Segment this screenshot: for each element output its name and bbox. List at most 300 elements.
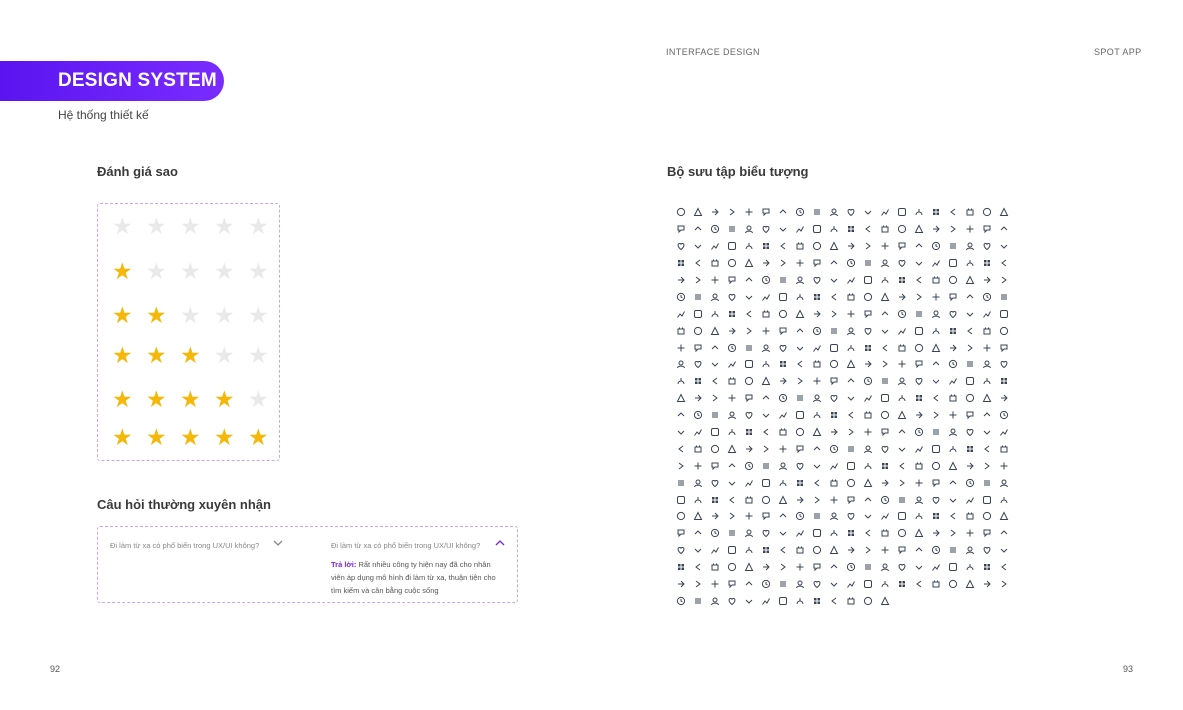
collection-icon bbox=[774, 542, 791, 559]
collection-icon bbox=[910, 255, 927, 272]
collection-icon bbox=[825, 204, 842, 221]
star-rating-panel bbox=[97, 203, 280, 461]
collection-icon bbox=[893, 322, 910, 339]
collection-icon bbox=[978, 491, 995, 508]
collection-icon bbox=[825, 457, 842, 474]
collection-icon bbox=[774, 339, 791, 356]
collection-icon bbox=[723, 390, 740, 407]
collection-icon bbox=[859, 576, 876, 593]
collection-icon bbox=[672, 424, 689, 441]
collection-icon bbox=[893, 440, 910, 457]
star-rating-row-5[interactable] bbox=[112, 426, 282, 449]
collection-icon bbox=[859, 322, 876, 339]
collection-icon bbox=[723, 440, 740, 457]
collection-icon bbox=[995, 356, 1012, 373]
collection-icon bbox=[740, 508, 757, 525]
collection-icon bbox=[842, 576, 859, 593]
collection-icon bbox=[927, 288, 944, 305]
collection-icon bbox=[689, 457, 706, 474]
collection-icon bbox=[825, 272, 842, 289]
collection-icon bbox=[944, 322, 961, 339]
faq-question-collapsed: Đi làm từ xa có phổ biến trong UX/UI không? bbox=[110, 541, 260, 550]
collection-icon bbox=[859, 457, 876, 474]
collection-icon bbox=[808, 559, 825, 576]
collection-icon bbox=[791, 238, 808, 255]
collection-icon bbox=[859, 238, 876, 255]
collection-icon bbox=[672, 322, 689, 339]
collection-icon bbox=[808, 288, 825, 305]
collection-icon bbox=[995, 440, 1012, 457]
collection-icon bbox=[978, 390, 995, 407]
icon-collection-title: Bộ sưu tập biểu tượng bbox=[667, 164, 809, 179]
collection-icon bbox=[842, 474, 859, 491]
collection-icon bbox=[944, 238, 961, 255]
collection-icon bbox=[825, 356, 842, 373]
collection-icon bbox=[893, 221, 910, 238]
collection-icon bbox=[995, 525, 1012, 542]
design-system-banner bbox=[0, 61, 224, 101]
collection-icon bbox=[961, 255, 978, 272]
collection-icon bbox=[859, 221, 876, 238]
star-filled-icon[interactable]: ★ bbox=[112, 258, 133, 284]
collection-icon bbox=[842, 204, 859, 221]
star-rating-row-1[interactable] bbox=[112, 260, 282, 283]
collection-icon bbox=[723, 508, 740, 525]
collection-icon bbox=[706, 424, 723, 441]
collection-icon bbox=[808, 390, 825, 407]
collection-icon bbox=[978, 221, 995, 238]
collection-icon bbox=[774, 322, 791, 339]
collection-icon bbox=[723, 491, 740, 508]
collection-icon bbox=[791, 339, 808, 356]
star-empty-icon[interactable]: ★ bbox=[112, 213, 133, 239]
collection-icon bbox=[893, 525, 910, 542]
collection-icon bbox=[876, 255, 893, 272]
collection-icon bbox=[791, 356, 808, 373]
star-empty-icon[interactable]: ★ bbox=[180, 302, 201, 328]
collection-icon bbox=[672, 457, 689, 474]
collection-icon bbox=[893, 576, 910, 593]
collection-icon bbox=[842, 356, 859, 373]
collection-icon bbox=[791, 272, 808, 289]
collection-icon bbox=[774, 491, 791, 508]
collection-icon bbox=[995, 339, 1012, 356]
collection-icon bbox=[978, 339, 995, 356]
collection-icon bbox=[774, 508, 791, 525]
star-filled-icon[interactable]: ★ bbox=[146, 342, 167, 368]
collection-icon bbox=[791, 525, 808, 542]
star-filled-icon[interactable]: ★ bbox=[112, 424, 133, 450]
collection-icon bbox=[723, 373, 740, 390]
collection-icon bbox=[944, 356, 961, 373]
collection-icon bbox=[910, 221, 927, 238]
collection-icon bbox=[672, 592, 689, 609]
collection-icon bbox=[927, 390, 944, 407]
collection-icon bbox=[842, 542, 859, 559]
collection-icon bbox=[825, 424, 842, 441]
collection-icon bbox=[723, 474, 740, 491]
collection-icon bbox=[757, 525, 774, 542]
collection-icon bbox=[808, 221, 825, 238]
collection-icon bbox=[978, 255, 995, 272]
collection-icon bbox=[740, 390, 757, 407]
collection-icon bbox=[808, 204, 825, 221]
collection-icon bbox=[689, 559, 706, 576]
collection-icon bbox=[893, 424, 910, 441]
collection-icon bbox=[995, 424, 1012, 441]
collection-icon bbox=[910, 373, 927, 390]
collection-icon bbox=[876, 305, 893, 322]
collection-icon bbox=[757, 576, 774, 593]
collection-icon bbox=[740, 322, 757, 339]
collection-icon bbox=[774, 221, 791, 238]
collection-icon bbox=[740, 457, 757, 474]
star-empty-icon[interactable]: ★ bbox=[180, 258, 201, 284]
star-filled-icon[interactable]: ★ bbox=[112, 386, 133, 412]
collection-icon bbox=[706, 288, 723, 305]
collection-icon bbox=[944, 576, 961, 593]
collection-icon bbox=[978, 407, 995, 424]
collection-icon bbox=[740, 356, 757, 373]
collection-icon bbox=[774, 272, 791, 289]
star-empty-icon[interactable]: ★ bbox=[214, 342, 235, 368]
collection-icon bbox=[791, 474, 808, 491]
collection-icon bbox=[672, 204, 689, 221]
star-rating-row-2[interactable] bbox=[112, 304, 282, 327]
star-filled-icon[interactable]: ★ bbox=[214, 424, 235, 450]
collection-icon bbox=[672, 305, 689, 322]
collection-icon bbox=[757, 559, 774, 576]
star-filled-icon[interactable]: ★ bbox=[112, 302, 133, 328]
collection-icon bbox=[791, 559, 808, 576]
collection-icon bbox=[825, 221, 842, 238]
collection-icon bbox=[706, 322, 723, 339]
collection-icon bbox=[672, 576, 689, 593]
collection-icon bbox=[842, 288, 859, 305]
collection-icon bbox=[774, 356, 791, 373]
collection-icon bbox=[808, 592, 825, 609]
collection-icon bbox=[910, 356, 927, 373]
collection-icon bbox=[672, 356, 689, 373]
collection-icon bbox=[910, 272, 927, 289]
collection-icon bbox=[842, 373, 859, 390]
star-filled-icon[interactable]: ★ bbox=[180, 386, 201, 412]
collection-icon bbox=[927, 576, 944, 593]
star-empty-icon[interactable]: ★ bbox=[248, 258, 269, 284]
collection-icon bbox=[944, 508, 961, 525]
collection-icon bbox=[672, 221, 689, 238]
collection-icon bbox=[791, 592, 808, 609]
collection-icon bbox=[825, 305, 842, 322]
faq-section-title: Câu hỏi thường xuyên nhận bbox=[97, 497, 271, 512]
collection-icon bbox=[927, 373, 944, 390]
collection-icon bbox=[689, 576, 706, 593]
collection-icon bbox=[825, 592, 842, 609]
collection-icon bbox=[723, 424, 740, 441]
star-rating-row-4[interactable] bbox=[112, 388, 282, 411]
collection-icon bbox=[859, 525, 876, 542]
collection-icon bbox=[723, 407, 740, 424]
collection-icon bbox=[876, 322, 893, 339]
collection-icon bbox=[757, 238, 774, 255]
collection-icon bbox=[740, 407, 757, 424]
collection-icon bbox=[927, 407, 944, 424]
collection-icon bbox=[961, 559, 978, 576]
collection-icon bbox=[876, 457, 893, 474]
collection-icon bbox=[757, 508, 774, 525]
collection-icon bbox=[927, 559, 944, 576]
faq-panel bbox=[97, 526, 518, 603]
collection-icon bbox=[842, 305, 859, 322]
star-empty-icon[interactable]: ★ bbox=[248, 302, 269, 328]
chevron-up-icon[interactable] bbox=[495, 539, 505, 549]
collection-icon bbox=[689, 390, 706, 407]
collection-icon bbox=[706, 491, 723, 508]
collection-icon bbox=[723, 542, 740, 559]
collection-icon bbox=[995, 255, 1012, 272]
collection-icon bbox=[842, 255, 859, 272]
collection-icon bbox=[706, 457, 723, 474]
collection-icon bbox=[757, 255, 774, 272]
star-empty-icon[interactable]: ★ bbox=[248, 342, 269, 368]
collection-icon bbox=[927, 542, 944, 559]
collection-icon bbox=[893, 457, 910, 474]
collection-icon bbox=[825, 491, 842, 508]
collection-icon bbox=[706, 373, 723, 390]
collection-icon bbox=[995, 204, 1012, 221]
star-filled-icon[interactable]: ★ bbox=[248, 424, 269, 450]
collection-icon bbox=[808, 322, 825, 339]
collection-icon bbox=[893, 339, 910, 356]
collection-icon bbox=[876, 440, 893, 457]
collection-icon bbox=[706, 305, 723, 322]
collection-icon bbox=[825, 390, 842, 407]
collection-icon bbox=[706, 356, 723, 373]
collection-icon bbox=[740, 305, 757, 322]
collection-icon bbox=[961, 542, 978, 559]
collection-icon bbox=[978, 576, 995, 593]
collection-icon bbox=[706, 204, 723, 221]
collection-icon bbox=[944, 474, 961, 491]
collection-icon bbox=[859, 542, 876, 559]
collection-icon bbox=[876, 221, 893, 238]
collection-icon bbox=[876, 204, 893, 221]
collection-icon bbox=[689, 508, 706, 525]
star-filled-icon[interactable]: ★ bbox=[146, 424, 167, 450]
collection-icon bbox=[808, 339, 825, 356]
collection-icon bbox=[825, 559, 842, 576]
collection-icon bbox=[944, 457, 961, 474]
collection-icon bbox=[978, 559, 995, 576]
collection-icon bbox=[944, 407, 961, 424]
collection-icon bbox=[944, 305, 961, 322]
collection-icon bbox=[927, 491, 944, 508]
collection-icon bbox=[859, 288, 876, 305]
collection-icon bbox=[859, 491, 876, 508]
collection-icon bbox=[978, 525, 995, 542]
collection-icon bbox=[689, 542, 706, 559]
collection-icon bbox=[910, 559, 927, 576]
collection-icon bbox=[740, 559, 757, 576]
collection-icon bbox=[944, 288, 961, 305]
collection-icon bbox=[791, 542, 808, 559]
collection-icon bbox=[842, 322, 859, 339]
collection-icon bbox=[791, 373, 808, 390]
star-rating-row-3[interactable] bbox=[112, 344, 282, 367]
collection-icon bbox=[706, 542, 723, 559]
collection-icon bbox=[893, 407, 910, 424]
star-rating-row-0[interactable] bbox=[112, 215, 282, 238]
collection-icon bbox=[791, 576, 808, 593]
collection-icon bbox=[808, 508, 825, 525]
collection-icon bbox=[842, 508, 859, 525]
collection-icon bbox=[927, 238, 944, 255]
collection-icon bbox=[808, 440, 825, 457]
collection-icon bbox=[706, 255, 723, 272]
collection-icon bbox=[723, 592, 740, 609]
collection-icon bbox=[723, 204, 740, 221]
header-label-spot-app: SPOT APP bbox=[1094, 47, 1142, 57]
collection-icon bbox=[842, 592, 859, 609]
collection-icon bbox=[978, 272, 995, 289]
collection-icon bbox=[672, 474, 689, 491]
star-empty-icon[interactable]: ★ bbox=[180, 213, 201, 239]
collection-icon bbox=[706, 474, 723, 491]
collection-icon bbox=[689, 238, 706, 255]
collection-icon bbox=[706, 390, 723, 407]
collection-icon bbox=[842, 491, 859, 508]
collection-icon bbox=[757, 592, 774, 609]
collection-icon bbox=[910, 457, 927, 474]
collection-icon bbox=[757, 272, 774, 289]
collection-icon bbox=[808, 457, 825, 474]
collection-icon bbox=[859, 424, 876, 441]
star-empty-icon[interactable]: ★ bbox=[214, 302, 235, 328]
star-filled-icon[interactable]: ★ bbox=[180, 342, 201, 368]
star-empty-icon[interactable]: ★ bbox=[146, 213, 167, 239]
collection-icon bbox=[961, 288, 978, 305]
star-empty-icon[interactable]: ★ bbox=[146, 258, 167, 284]
star-filled-icon[interactable]: ★ bbox=[146, 386, 167, 412]
collection-icon bbox=[723, 559, 740, 576]
collection-icon bbox=[740, 373, 757, 390]
collection-icon bbox=[791, 457, 808, 474]
collection-icon bbox=[876, 390, 893, 407]
collection-icon bbox=[995, 305, 1012, 322]
collection-icon bbox=[859, 559, 876, 576]
collection-icon bbox=[893, 559, 910, 576]
collection-icon bbox=[978, 305, 995, 322]
collection-icon bbox=[927, 204, 944, 221]
collection-icon bbox=[859, 592, 876, 609]
collection-icon bbox=[944, 339, 961, 356]
collection-icon bbox=[876, 424, 893, 441]
collection-icon bbox=[689, 407, 706, 424]
collection-icon bbox=[876, 542, 893, 559]
collection-icon bbox=[825, 474, 842, 491]
collection-icon bbox=[910, 542, 927, 559]
star-empty-icon[interactable]: ★ bbox=[248, 213, 269, 239]
collection-icon bbox=[859, 474, 876, 491]
collection-icon bbox=[706, 339, 723, 356]
star-empty-icon[interactable]: ★ bbox=[214, 258, 235, 284]
collection-icon bbox=[808, 407, 825, 424]
collection-icon bbox=[944, 221, 961, 238]
collection-icon bbox=[808, 542, 825, 559]
collection-icon bbox=[808, 305, 825, 322]
collection-icon bbox=[723, 288, 740, 305]
collection-icon bbox=[672, 339, 689, 356]
collection-icon bbox=[825, 508, 842, 525]
collection-icon bbox=[791, 305, 808, 322]
collection-icon bbox=[774, 457, 791, 474]
collection-icon bbox=[689, 373, 706, 390]
collection-icon bbox=[876, 339, 893, 356]
collection-icon bbox=[893, 288, 910, 305]
collection-icon bbox=[961, 424, 978, 441]
collection-icon bbox=[995, 576, 1012, 593]
star-empty-icon[interactable]: ★ bbox=[248, 386, 269, 412]
collection-icon bbox=[791, 221, 808, 238]
collection-icon bbox=[689, 272, 706, 289]
collection-icon bbox=[859, 356, 876, 373]
collection-icon bbox=[876, 508, 893, 525]
star-filled-icon[interactable]: ★ bbox=[112, 342, 133, 368]
collection-icon bbox=[757, 390, 774, 407]
collection-icon bbox=[757, 407, 774, 424]
collection-icon bbox=[995, 373, 1012, 390]
collection-icon bbox=[961, 373, 978, 390]
collection-icon bbox=[757, 221, 774, 238]
star-filled-icon[interactable]: ★ bbox=[146, 302, 167, 328]
collection-icon bbox=[791, 508, 808, 525]
collection-icon bbox=[723, 255, 740, 272]
collection-icon bbox=[808, 356, 825, 373]
collection-icon bbox=[876, 525, 893, 542]
collection-icon bbox=[961, 204, 978, 221]
chevron-down-icon[interactable] bbox=[273, 539, 283, 549]
collection-icon bbox=[791, 440, 808, 457]
collection-icon bbox=[689, 255, 706, 272]
collection-icon bbox=[876, 238, 893, 255]
star-filled-icon[interactable]: ★ bbox=[180, 424, 201, 450]
collection-icon bbox=[893, 255, 910, 272]
collection-icon bbox=[944, 440, 961, 457]
collection-icon bbox=[774, 238, 791, 255]
collection-icon bbox=[740, 474, 757, 491]
collection-icon bbox=[672, 255, 689, 272]
collection-icon bbox=[757, 356, 774, 373]
collection-icon bbox=[689, 288, 706, 305]
collection-icon bbox=[672, 525, 689, 542]
collection-icon bbox=[893, 390, 910, 407]
collection-icon bbox=[825, 373, 842, 390]
collection-icon bbox=[791, 255, 808, 272]
collection-icon bbox=[927, 457, 944, 474]
collection-icon bbox=[876, 288, 893, 305]
collection-icon bbox=[944, 491, 961, 508]
collection-icon bbox=[774, 204, 791, 221]
collection-icon bbox=[706, 238, 723, 255]
collection-icon bbox=[689, 592, 706, 609]
collection-icon bbox=[927, 508, 944, 525]
star-filled-icon[interactable]: ★ bbox=[214, 386, 235, 412]
collection-icon bbox=[961, 491, 978, 508]
collection-icon bbox=[740, 440, 757, 457]
collection-icon bbox=[842, 272, 859, 289]
star-empty-icon[interactable]: ★ bbox=[214, 213, 235, 239]
collection-icon bbox=[706, 407, 723, 424]
